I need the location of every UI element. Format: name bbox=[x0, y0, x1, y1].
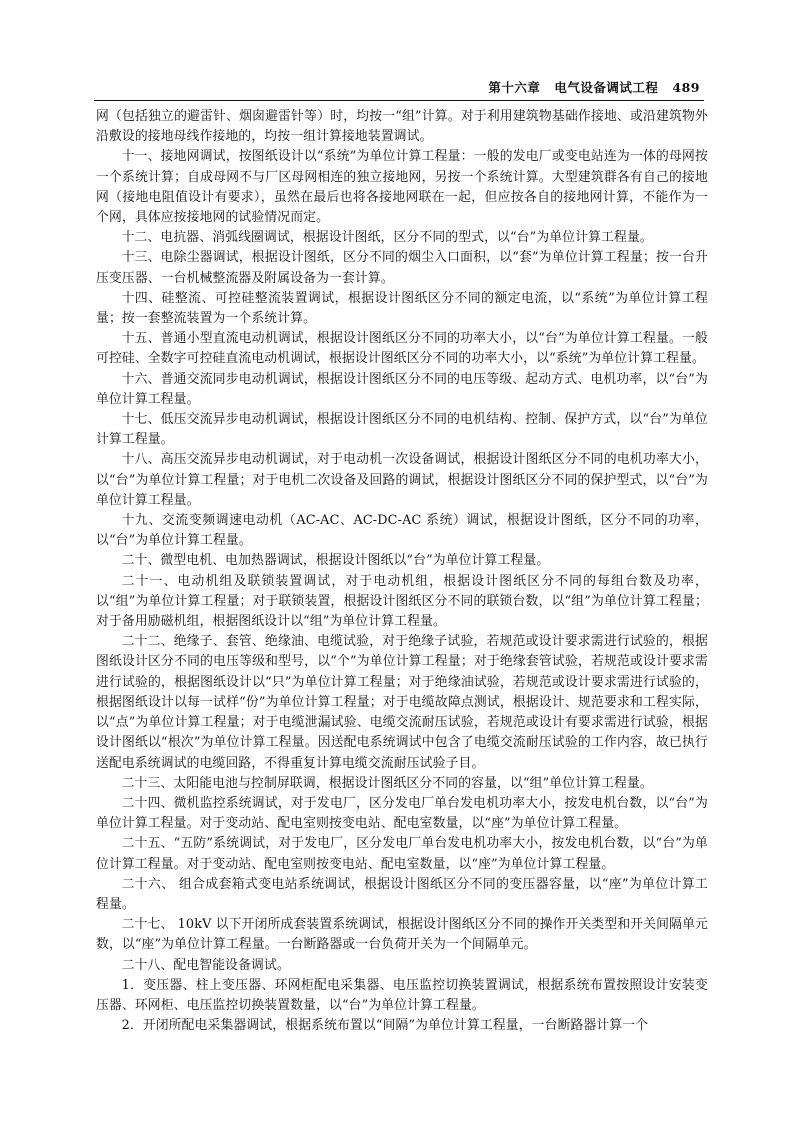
paragraph-item-20: 二十、微型电机、电加热器调试，根据设计图纸以“台”为单位计算工程量。 bbox=[121, 553, 550, 569]
paragraph-item-22: 二十二、绝缘子、套管、绝缘油、电缆试验，对于绝缘子试验，若规范或设计要求需进行试验的，根据图纸设计区分不同的电压等级和型号，以“个”为单位计算工程量；对于绝缘套管试验，若规范或设计要求需进行试验的，根据图纸设计以“只”为单位计算工程量；对于绝缘油试验，若规范或设计要求需进行试验的，根据图纸设计以每一试样“份”为单位计算工程量；对于电缆故障点测试，根据设计、规范要求和工程实际，以“点”为单位计算工程量；对于电缆泄漏试验、电缆交流耐压试验，若规范或设计有要求需进行试验，根据设计图纸以“根次”为单位计算工程量。因送配电系统调试中包含了电缆交流耐压试验的工作内容，故已执行送配电系统调试的电缆回路，不得重复计算电缆交流耐压试验子目。 bbox=[96, 634, 708, 771]
paragraph-item-23: 二十三、太阳能电池与控制屏联调，根据设计图纸区分不同的容量，以“组”单位计算工程量。 bbox=[121, 775, 653, 791]
paragraph-item-13: 十三、电除尘器调试，根据设计图纸，区分不同的烟尘入口面积，以“套”为单位计算工程量；按一台升压变压器、一台机械整流器及附属设备为一套计算。 bbox=[96, 250, 708, 286]
paragraph-subitem-1: 1．变压器、柱上变压器、环网柜配电采集器、电压监控切换装置调试，根据系统布置按照设计安装变压器、环网柜、电压监控切换装置数量，以“台”为单位计算工程量。 bbox=[96, 977, 708, 1013]
paragraph-item-26: 二十六、 组合成套箱式变电站系统调试，根据设计图纸区分不同的变压器容量，以“座”为单位计算工程量。 bbox=[96, 876, 708, 912]
chapter-title: 电气设备调试工程 bbox=[554, 80, 659, 95]
chapter-number: 第十六章 bbox=[488, 80, 541, 95]
page-number: 489 bbox=[672, 80, 700, 95]
paragraph-item-12: 十二、电抗器、消弧线圈调试，根据设计图纸，区分不同的型式，以“台”为单位计算工程量。 bbox=[121, 230, 653, 246]
paragraph-item-28: 二十八、配电智能设备调试。 bbox=[121, 957, 290, 973]
header-rule bbox=[94, 100, 704, 101]
paragraph-item-24: 二十四、微机监控系统调试，对于发电厂，区分发电厂单台发电机功率大小，按发电机台数，以“台”为单位计算工程量。对于变动站、配电室则按变电站、配电室数量，以“座”为单位计算工程量。 bbox=[96, 795, 708, 832]
paragraph-item-18: 十八、高压交流异步电动机调试，对于电动机一次设备调试，根据设计图纸区分不同的电机功率大小，以“台”为单位计算工程量；对于电机二次设备及回路的调试，根据设计图纸区分不同的保护型式，以“台”为单位计算工程量。 bbox=[96, 452, 708, 508]
paragraph-item-14: 十四、硅整流、可控硅整流装置调试，根据设计图纸区分不同的额定电流，以“系统”为单位计算工程量；按一套整流装置为一个系统计算。 bbox=[96, 290, 708, 327]
paragraph-continued: 网（包括独立的避雷针、烟囱避雷针等）时，均按一“组”计算。对于利用建筑物基础作接地、或沿建筑物外沿敷设的接地母线作接地的，均按一组计算接地装置调试。 bbox=[96, 109, 708, 145]
header-text bbox=[488, 78, 700, 96]
paragraph-item-15: 十五、普通小型直流电动机调试，根据设计图纸区分不同的功率大小，以“台”为单位计算工程量。一般可控硅、全数字可控硅直流电动机调试，根据设计图纸区分不同的功率大小，以“系统”为单位计算工程量。 bbox=[96, 331, 708, 367]
paragraph-item-17: 十七、低压交流异步电动机调试，根据设计图纸区分不同的电机结构、控制、保护方式，以“台”为单位计算工程量。 bbox=[96, 412, 708, 448]
paragraph-item-21: 二十一、电动机组及联锁装置调试，对于电动机组，根据设计图纸区分不同的每组台数及功率，以“组”为单位计算工程量；对于联锁装置，根据设计图纸区分不同的联锁台数，以“组”为单位计算工程量；对于备用励磁机组，根据图纸设计以“组”为单位计算工程量。 bbox=[96, 573, 708, 630]
page-body bbox=[96, 107, 708, 1036]
paragraph-item-25: 二十五、“五防”系统调试，对于发电厂，区分发电厂单台发电机功率大小，按发电机台数，以“台”为单位计算工程量。对于变动站、配电室则按变电站、配电室数量，以“座”为单位计算工程量。 bbox=[96, 836, 708, 872]
paragraph-item-27: 二十七、 10kV 以下开闭所成套装置系统调试，根据设计图纸区分不同的操作开关类型和开关间隔单元数，以“座”为单位计算工程量。一台断路器或一台负荷开关为一个间隔单元。 bbox=[96, 917, 708, 953]
running-header bbox=[94, 78, 704, 100]
paragraph-subitem-2: 2．开闭所配电采集器调试，根据系统布置以“间隔”为单位计算工程量，一台断路器计算一个 bbox=[121, 1018, 649, 1034]
paragraph-item-16: 十六、普通交流同步电动机调试，根据设计图纸区分不同的电压等级、起动方式、电机功率，以“台”为单位计算工程量。 bbox=[96, 371, 708, 407]
paragraph-item-19: 十九、交流变频调速电动机（AC-AC、AC-DC-AC 系统）调试，根据设计图纸，区分不同的功率，以“台”为单位计算工程量。 bbox=[96, 513, 708, 549]
paragraph-item-11: 十一、接地网调试，按图纸设计以“系统”为单位计算工程量：一般的发电厂或变电站连为一体的母网按一个系统计算；自成母网不与厂区母网相连的独立接地网，另按一个系统计算。大型建筑群各有自己的接地网（接地电阻值设计有要求），虽然在最后也将各接地网联在一起，但应按各自的接地网计算，不能作为一个网，具体应按接地网的试验情况而定。 bbox=[96, 149, 708, 226]
